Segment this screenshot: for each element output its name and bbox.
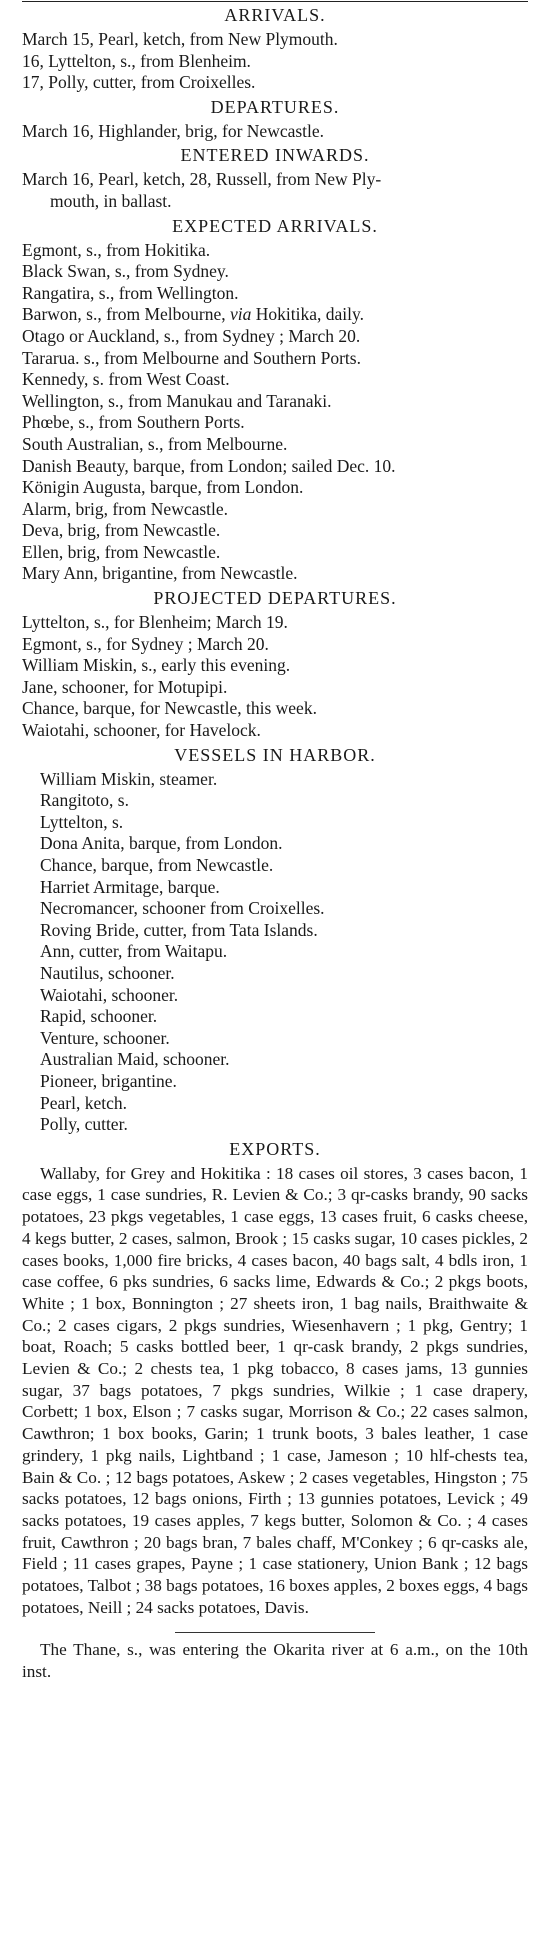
list-item: Phœbe, s., from Southern Ports.	[22, 412, 245, 433]
barwon-text: Barwon, s., from Melbourne,	[22, 304, 231, 325]
vessels-in-harbor-heading: VESSELS IN HARBOR.	[174, 744, 376, 765]
list-item: Harriet Armitage, barque.	[40, 876, 220, 897]
list-item: March 16, Highlander, brig, for Newcastle.	[22, 120, 325, 141]
list-item: Rangitoto, s.	[40, 790, 129, 811]
entry-line: March 16, Pearl, ketch, 28, Russell, from New Ply-	[22, 169, 382, 190]
news-note: The Thane, s., was entering the Okarita river at 6 a.m., on the 10th inst.	[22, 1640, 528, 1682]
arrivals-heading: ARRIVALS.	[224, 5, 326, 25]
list-item: Jane, schooner, for Motupipi.	[22, 676, 228, 697]
list-item: Pearl, ketch.	[40, 1092, 127, 1113]
list-item: Egmont, s., for Sydney ; March 20.	[22, 633, 269, 654]
list-item: William Miskin, steamer.	[40, 768, 218, 789]
arrivals-list	[22, 29, 528, 94]
barwon-via: via	[230, 304, 252, 325]
expected-arrivals-list	[22, 240, 528, 586]
list-item: Egmont, s., from Hokitika.	[22, 239, 211, 260]
list-item: Dona Anita, barque, from London.	[40, 833, 283, 854]
list-item: Roving Bride, cutter, from Tata Islands.	[40, 919, 318, 940]
list-item: Venture, schooner.	[40, 1027, 170, 1048]
list-item: Alarm, brig, from Newcastle.	[22, 498, 229, 519]
list-item: Danish Beauty, barque, from London; sailed Dec. 10.	[22, 455, 396, 476]
top-rule	[22, 1, 528, 2]
list-item: Deva, brig, from Newcastle.	[22, 520, 221, 541]
list-item: 16, Lyttelton, s., from Blenheim.	[22, 50, 251, 71]
list-item: Polly, cutter.	[40, 1114, 128, 1135]
list-item-barwon	[22, 304, 528, 326]
exports-heading: EXPORTS.	[229, 1138, 321, 1159]
list-item: Chance, barque, for Newcastle, this week.	[22, 698, 317, 719]
list-item: Mary Ann, brigantine, from Newcastle.	[22, 563, 298, 584]
list-item: Rangatira, s., from Wellington.	[22, 282, 239, 303]
list-item: Tararua. s., from Melbourne and Southern Ports.	[22, 347, 361, 368]
entered-inwards-entry	[22, 169, 528, 212]
list-item: Rapid, schooner.	[40, 1006, 158, 1027]
departures-list	[22, 121, 528, 143]
exports-paragraph: Wallaby, for Grey and Hokitika : 18 cases oil stores, 3 cases bacon, 1 case eggs, 1 case sundries, R. Levien & Co.; 3 qr-casks brandy, 90 sacks potatoes, 23 pkgs vegetables, 1 case eggs, 13 cases fruit, 6 casks cheese, 4 kegs butter, 2 cases, salmon, Brook ; 15 casks sugar, 10 cases pickles, 2 cases books, 1,000 fire bricks, 4 cases bacon, 40 bags salt, 4 bdls iron, 1 case coffee, 6 pks sundries, 6 sacks lime, Edwards & Co.; 2 pkgs boots, White ; 1 box, Bonnington ; 27 sheets iron, 1 bag nails, Braithwaite & Co.; 2 cases cigars, 2 pkgs sundries, Wiesenhavern ; 1 pkg, Gentry; 1 boat, Roach; 5 casks bottled beer, 1 qr-cask brandy, 2 pkgs sundries, Levien & Co.; 2 chests tea, 1 pkg tobacco, 8 cases jams, 13 gunnies sugar, 37 bags potatoes, 7 pkgs sundries, Wilkie ; 1 case drapery, Corbett; 1 box, Elson ; 7 casks sugar, Morrison & Co.; 22 cases salmon, Cawthron; 1 box books, Garin; 1 trunk boots, 3 bales leather, 1 case grindery, 1 pkg nails, Lightband ; 1 case, Jameson ; 10 hlf-chests tea, Bain & Co. ; 12 bags potatoes, Askew ; 2 cases vegetables, Hingston ; 75 sacks potatoes, 12 bags onions, Firth ; 13 gunnies potatoes, Levick ; 49 sacks potatoes, 19 cases apples, 7 kegs butter, Solomon & Co. ; 4 cases fruit, Cawthron ; 20 bags bran, 7 bales chaff, M'Conkey ; 6 qr-casks ale, Field ; 11 cases grapes, Payne ; 1 case stationery, Union Bank ; 12 bags potatoes, Talbot ; 38 bags potatoes, 16 boxes apples, 2 boxes eggs, 4 bags potatoes, Neill ; 24 sacks potatoes, Davis.	[22, 1163, 528, 1617]
projected-departures-heading: PROJECTED DEPARTURES.	[153, 588, 397, 609]
list-item: Black Swan, s., from Sydney.	[22, 261, 229, 282]
list-item: Ellen, brig, from Newcastle.	[22, 541, 221, 562]
list-item: William Miskin, s., early this evening.	[22, 655, 291, 676]
list-item: 17, Polly, cutter, from Croixelles.	[22, 72, 256, 93]
list-item: Kennedy, s. from West Coast.	[22, 369, 230, 390]
entered-inwards-heading: ENTERED INWARDS.	[180, 145, 370, 166]
expected-arrivals-heading: EXPECTED ARRIVALS.	[172, 215, 378, 236]
list-item: Chance, barque, from Newcastle.	[40, 855, 274, 875]
list-item: Otago or Auckland, s., from Sydney ; March 20.	[22, 325, 361, 346]
list-item: Wellington, s., from Manukau and Taranaki.	[22, 390, 332, 411]
list-item: Lyttelton, s., for Blenheim; March 19.	[22, 612, 288, 633]
projected-departures-list	[22, 612, 528, 742]
list-item: Australian Maid, schooner.	[40, 1049, 230, 1070]
section-divider	[175, 1632, 375, 1633]
list-item: Waiotahi, schooner.	[40, 984, 179, 1005]
list-item: Nautilus, schooner.	[40, 962, 175, 983]
list-item: Lyttelton, s.	[40, 811, 124, 832]
vessels-in-harbor-list	[22, 769, 528, 1136]
list-item: Pioneer, brigantine.	[40, 1070, 177, 1091]
list-item: March 15, Pearl, ketch, from New Plymouth.	[22, 29, 338, 49]
list-item: Necromancer, schooner from Croixelles.	[40, 898, 325, 919]
departures-heading: DEPARTURES.	[210, 96, 340, 117]
list-item: South Australian, s., from Melbourne.	[22, 433, 288, 454]
list-item: Ann, cutter, from Waitapu.	[40, 941, 228, 962]
entry-line-continued: mouth, in ballast.	[50, 190, 172, 211]
list-item: Königin Augusta, barque, from London.	[22, 477, 304, 498]
barwon-text-end: Hokitika, daily.	[251, 304, 365, 325]
shipping-column	[0, 1, 542, 1957]
list-item: Waiotahi, schooner, for Havelock.	[22, 720, 261, 741]
